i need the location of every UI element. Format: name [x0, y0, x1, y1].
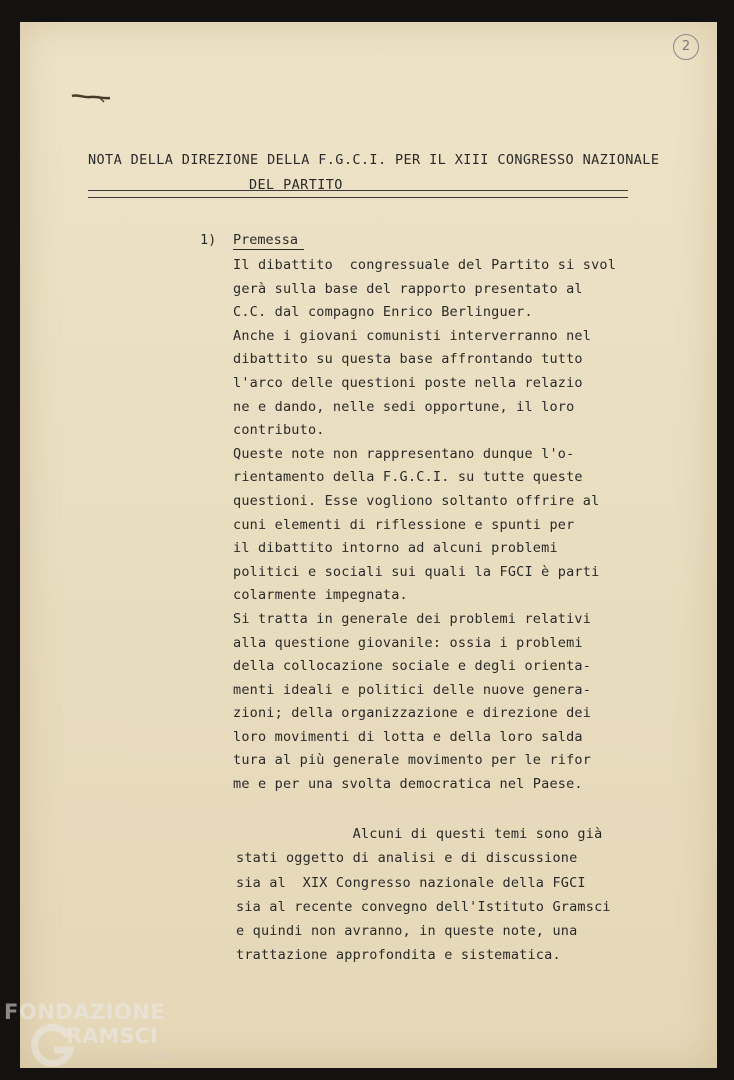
- title-divider: [88, 190, 628, 198]
- text-line: della collocazione sociale e degli orienta-: [233, 658, 592, 675]
- watermark-suffix: onlus: [148, 1052, 173, 1062]
- text-line: C.C. dal compagno Enrico Berlinguer.: [233, 304, 533, 321]
- text-line: menti ideali e politici delle nuove genera-: [233, 681, 592, 698]
- page-number-stamp: 2: [673, 34, 699, 60]
- watermark-line1: FONDAZIONE: [4, 1000, 166, 1024]
- text-line: e quindi non avranno, in queste note, una: [236, 923, 578, 940]
- ink-mark: [70, 92, 112, 104]
- text-line: questioni. Esse vogliono soltanto offrire al: [233, 492, 600, 509]
- text-line: sia al XIX Congresso nazionale della FGCI: [236, 874, 586, 891]
- text-line: il dibattito intorno ad alcuni problemi: [233, 540, 558, 557]
- document-title-continued: DEL PARTITO: [249, 177, 343, 193]
- text-line: stati oggetto di analisi e di discussione: [236, 850, 578, 867]
- text-line: Anche i giovani comunisti interverranno nel: [233, 327, 592, 344]
- text-line: alla questione giovanile: ossia i problemi: [233, 634, 583, 651]
- section-heading: Premessa: [233, 232, 304, 250]
- document-title: NOTA DELLA DIREZIONE DELLA F.G.C.I. PER IL XIII CONGRESSO NAZIONALE: [88, 152, 660, 168]
- text-line: colarmente impegnata.: [233, 587, 408, 604]
- section-number: 1): [200, 232, 217, 248]
- document-page: [20, 22, 717, 1068]
- text-line: l'arco delle questioni poste nella relazio: [233, 374, 583, 391]
- text-line: zioni; della organizzazione e direzione dei: [233, 705, 592, 722]
- text-line: ne e dando, nelle sedi opportune, il loro: [233, 398, 575, 415]
- text-line: Queste note non rappresentano dunque l'o-: [233, 445, 575, 462]
- text-line: sia al recente convegno dell'Istituto Gramsci: [236, 898, 611, 915]
- text-line: Il dibattito congressuale del Partito si svol: [233, 257, 617, 273]
- text-line: cuni elementi di riflessione e spunti per: [233, 516, 575, 533]
- text-line: loro movimenti di lotta e della loro salda: [233, 728, 583, 745]
- text-line: me e per una svolta democratica nel Paese.: [233, 776, 583, 793]
- text-line: rientamento della F.G.C.I. su tutte queste: [233, 469, 583, 486]
- paragraph-2: [236, 822, 611, 968]
- text-line: Alcuni di questi temi sono già: [236, 826, 603, 842]
- text-line: gerà sulla base del rapporto presentato al: [233, 280, 583, 297]
- text-line: Si tratta in generale dei problemi relativi: [233, 610, 592, 627]
- paragraph: [233, 254, 616, 797]
- watermark-line2: RAMSCI: [66, 1024, 158, 1048]
- text-line: politici e sociali sui quali la FGCI è parti: [233, 563, 600, 580]
- text-line: contributo.: [233, 422, 325, 439]
- text-line: tura al più generale movimento per le rifor: [233, 752, 592, 769]
- text-line: dibattito su questa base affrontando tutto: [233, 351, 583, 368]
- text-line: trattazione approfondita e sistematica.: [236, 947, 561, 964]
